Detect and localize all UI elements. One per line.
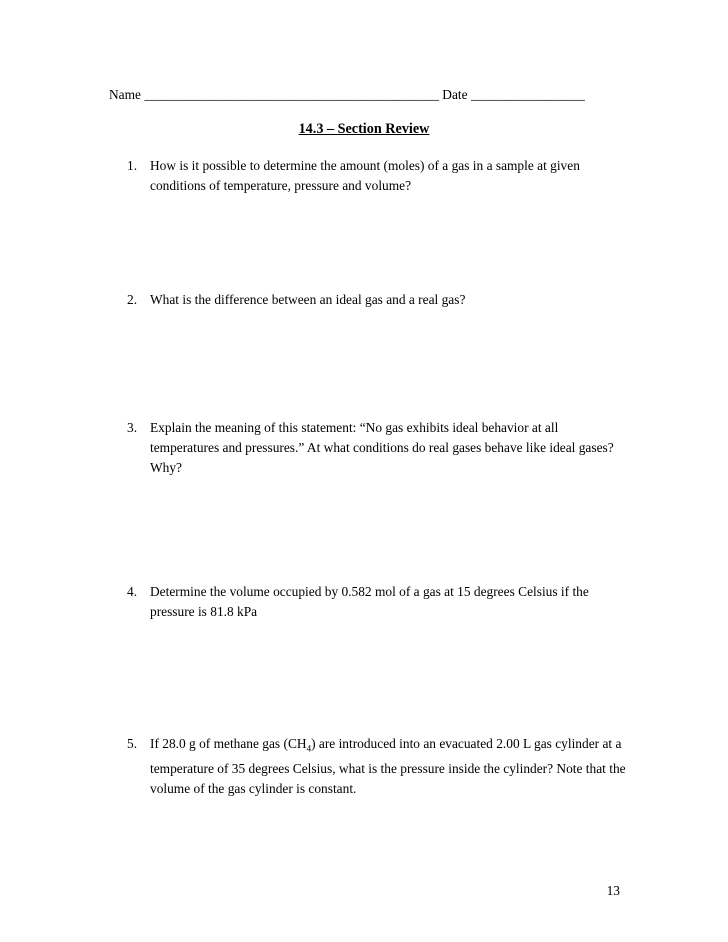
question-text: Explain the meaning of this statement: “No gas exhibits ideal behavior at all temperatures and pressures.” At what conditions do real gases behave like ideal gases? Why? bbox=[150, 420, 614, 475]
name-label: Name bbox=[109, 87, 141, 102]
question-text: How is it possible to determine the amount (moles) of a gas in a sample at given conditions of temperature, pressure and volume? bbox=[150, 158, 580, 193]
question-number: 3. bbox=[127, 420, 138, 435]
question-3 bbox=[127, 418, 627, 478]
question-2 bbox=[127, 290, 627, 310]
name-date-line bbox=[109, 85, 585, 105]
question-number: 5. bbox=[127, 736, 138, 751]
question-number: 4. bbox=[127, 584, 138, 599]
question-4 bbox=[127, 582, 627, 622]
question-text-part: If 28.0 g of methane gas (CH bbox=[150, 736, 307, 751]
question-number: 1. bbox=[127, 158, 138, 173]
question-text-part: ) are introduced into an evacuated 2.00 L gas cylinder at a temperature of 35 degrees Celsius, what is the pressure inside the cylinder? Note that the volume of the gas cylinder is constant. bbox=[150, 736, 626, 796]
page-number: 13 bbox=[606, 883, 620, 898]
question-text bbox=[150, 734, 627, 799]
subscript: 4 bbox=[306, 743, 312, 754]
question-text: What is the difference between an ideal gas and a real gas? bbox=[150, 292, 466, 307]
question-1 bbox=[127, 156, 627, 196]
date-field[interactable]: _________________ bbox=[470, 87, 585, 102]
question-number: 2. bbox=[127, 292, 138, 307]
question-text: Determine the volume occupied by 0.582 mol of a gas at 15 degrees Celsius if the pressure is 81.8 kPa bbox=[150, 584, 589, 619]
question-5 bbox=[127, 734, 627, 799]
date-label: Date bbox=[442, 87, 468, 102]
page-title: 14.3 – Section Review bbox=[298, 121, 430, 137]
name-field[interactable]: ____________________________________________ bbox=[144, 87, 439, 102]
